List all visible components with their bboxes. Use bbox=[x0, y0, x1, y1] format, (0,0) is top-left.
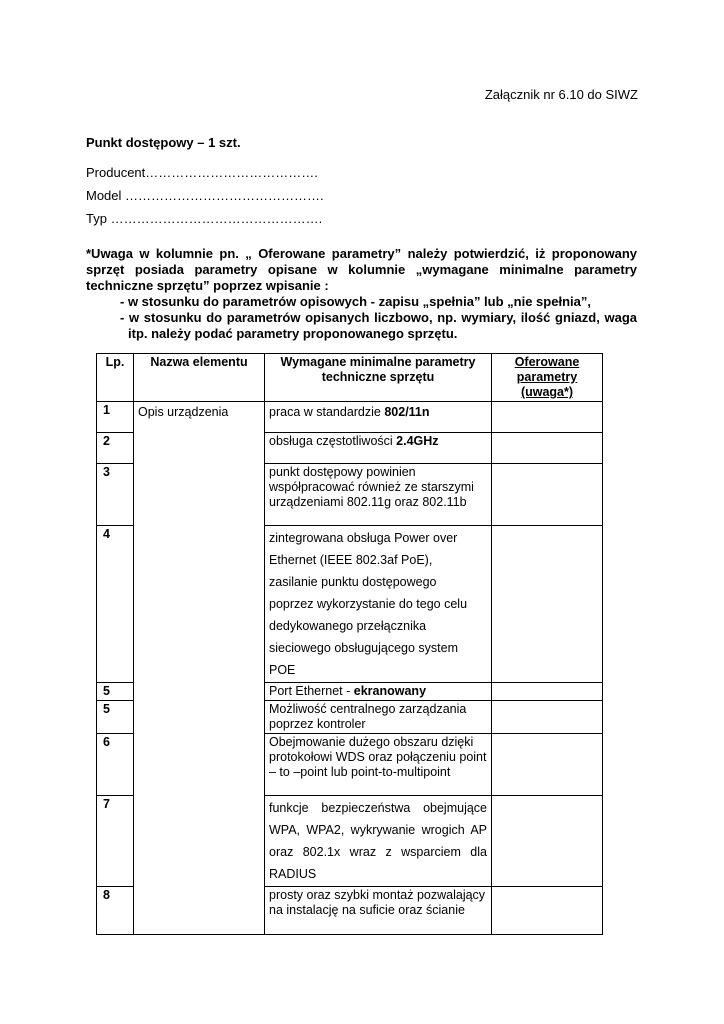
row-lp: 2 bbox=[97, 433, 134, 464]
notice-item-numeric: - w stosunku do parametrów opisanych liczbowo, np. wymiary, ilość gniazd, waga itp. należy podać parametry proponowanego sprzętu. bbox=[120, 310, 637, 341]
notice-block bbox=[86, 246, 637, 342]
row-lp: 7 bbox=[97, 796, 134, 887]
row-offered-cell[interactable] bbox=[492, 433, 603, 464]
row-text: obsługa częstotliwości bbox=[269, 434, 397, 448]
notice-paragraph: *Uwaga w kolumnie pn. „ Oferowane parametry” należy potwierdzić, iż proponowany sprzęt posiada parametry opisane w kolumnie „wymagane minimalne parametry techniczne sprzętu” poprzez wpisanie : bbox=[86, 246, 637, 293]
element-name-cell: Opis urządzenia bbox=[134, 402, 265, 935]
row-bold: 802/11n bbox=[384, 405, 430, 419]
row-offered-cell[interactable] bbox=[492, 526, 603, 683]
document-title: Punkt dostępowy – 1 szt. bbox=[86, 135, 241, 150]
model-field: Model ………………………………………. bbox=[86, 188, 324, 203]
table-header-row bbox=[97, 354, 603, 402]
row-lp: 4 bbox=[97, 526, 134, 683]
notice-item-descriptive: - w stosunku do parametrów opisowych - zapisu „spełnia” lub „nie spełnia”, bbox=[120, 294, 591, 309]
row-required bbox=[265, 683, 492, 701]
row-offered-cell[interactable] bbox=[492, 402, 603, 433]
table-row bbox=[97, 402, 603, 433]
row-lp: 5 bbox=[97, 683, 134, 701]
row-text: Port Ethernet - bbox=[269, 684, 354, 698]
row-lp: 8 bbox=[97, 887, 134, 935]
row-offered-cell[interactable] bbox=[492, 796, 603, 887]
row-offered-cell[interactable] bbox=[492, 734, 603, 796]
row-offered-cell[interactable] bbox=[492, 683, 603, 701]
row-required: funkcje bezpieczeństwa obejmujące WPA, WPA2, wykrywanie wrogich AP oraz 802.1x wraz z wsparciem dla RADIUS bbox=[265, 796, 492, 887]
header-name: Nazwa elementu bbox=[134, 354, 265, 402]
row-bold: ekranowany bbox=[353, 684, 427, 698]
header-offered: Oferowane parametry (uwaga*) bbox=[492, 354, 603, 402]
row-offered-cell[interactable] bbox=[492, 701, 603, 734]
row-offered-cell[interactable] bbox=[492, 887, 603, 935]
row-required: prosty oraz szybki montaż pozwalający na instalację na suficie oraz ścianie bbox=[265, 887, 492, 935]
row-lp: 1 bbox=[97, 402, 134, 433]
header-lp: Lp. bbox=[97, 354, 134, 402]
row-required bbox=[265, 402, 492, 433]
row-required bbox=[265, 433, 492, 464]
type-field: Typ …………………………………………. bbox=[86, 211, 323, 226]
row-text: praca w standardzie bbox=[269, 405, 385, 419]
producer-field: Producent…………………………………. bbox=[86, 165, 318, 180]
row-required: Obejmowanie dużego obszaru dzięki protokołowi WDS oraz połączeniu point – to –point lub point-to-multipoint bbox=[265, 734, 492, 796]
row-required: punkt dostępowy powinien współpracować również ze starszymi urządzeniami 802.11g oraz 802.11b bbox=[265, 464, 492, 526]
row-offered-cell[interactable] bbox=[492, 464, 603, 526]
attachment-label: Załącznik nr 6.10 do SIWZ bbox=[484, 87, 638, 102]
row-required: Możliwość centralnego zarządzania poprzez kontroler bbox=[265, 701, 492, 734]
row-required: zintegrowana obsługa Power over Ethernet (IEEE 802.3af PoE), zasilanie punktu dostępowego poprzez wykorzystanie do tego celu dedykowanego przełącznika sieciowego obsługującego system POE bbox=[265, 526, 492, 683]
row-lp: 6 bbox=[97, 734, 134, 796]
row-bold: 2.4GHz bbox=[396, 434, 439, 448]
row-lp: 5 bbox=[97, 701, 134, 734]
parameters-table bbox=[96, 353, 603, 935]
header-required: Wymagane minimalne parametry techniczne sprzętu bbox=[265, 354, 492, 402]
row-lp: 3 bbox=[97, 464, 134, 526]
